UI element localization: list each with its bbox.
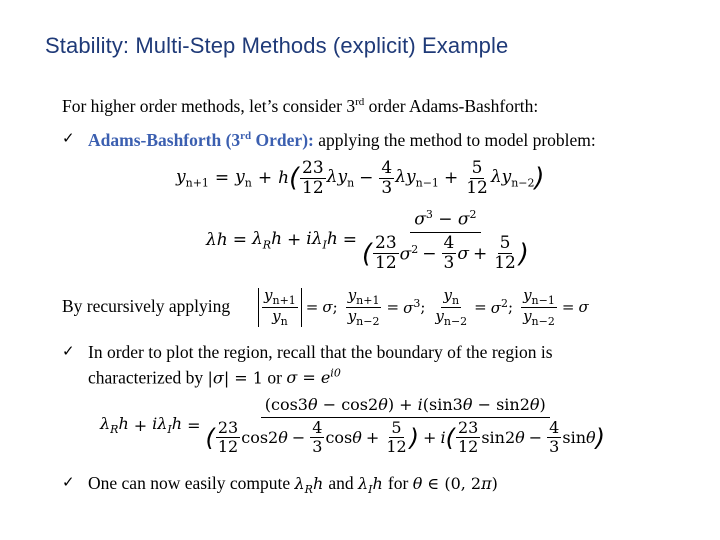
bullet1-rest: applying the method to model problem:	[313, 129, 596, 150]
intro-text-end: order Adams-Bashforth:	[364, 95, 539, 116]
recursive-text: By recursively applying	[62, 296, 231, 316]
bullet1-line	[88, 131, 596, 149]
equation-boundary: $\lambda_Rh$ + $i\lambda_Ih$ = (cos3θ − cos2θ) + i(sin3θ − sin2θ) ( $\frac{23}{12}$ cos2θ − $\frac{4}{3}$ cosθ + $\frac{5}{12}$ ) + i ( $\frac{23}{12}$ sin2θ − $\frac{4}{3}$ sinθ )	[100, 395, 606, 456]
checkmark-icon: ✓	[62, 342, 75, 360]
bullet3-for: for	[387, 473, 409, 493]
bullet2-line1: In order to plot the region, recall that the boundary of the region is	[88, 342, 553, 362]
checkmark-icon: ✓	[62, 129, 75, 147]
bullet1-superscript: rd	[240, 130, 252, 142]
bullet1-bold-end: Order):	[251, 129, 314, 150]
bullet3-text: One can now easily compute	[88, 473, 291, 493]
intro-text: For higher order methods, let’s consider 3	[62, 95, 356, 116]
equation-adams-bashforth: $y_{n+1}$ = $y_n$ + h ( $\frac{23}{12}$ $\lambda y_n$ − $\frac{4}{3}$ $\lambda y_{n-1}$ + $\frac{5}{12}$ $\lambda y_{n-2}$ )	[176, 157, 545, 198]
bullet1-bold: Adams-Bashforth (3	[88, 129, 241, 150]
equation-recursive: $\frac{y_{n+1}}{y_n}$ = σ ; $\frac{y_{n+1}}{y_{n-2}}$ = $\sigma^3$ ; $\frac{y_n}{y_{n-2}}$ = $\sigma^2$ ; $\frac{y_{n-1}}{y_{n-2}}$ = σ	[258, 287, 589, 327]
bullet2-line2: characterized by |σ| = 1 or $\sigma = e^{i0}$	[88, 367, 341, 388]
equation-lambda-h: λh = $\lambda_Rh$ + $i\lambda_Ih$ = $\sigma^3 - \sigma^2$ ( $\frac{23}{12}$ $\sigma^2$ − $\frac{4}{3}$ σ + $\frac{5}{12}$ )	[206, 207, 529, 274]
checkmark-icon: ✓	[62, 473, 75, 491]
slide-title: Stability: Multi-Step Methods (explicit) Example	[45, 33, 509, 58]
bullet2-text: characterized by	[88, 367, 204, 388]
bullet3-and: and	[328, 473, 354, 493]
bullet3-line: One can now easily compute $\lambda_Rh$ and $\lambda_Ih$ for θ ∈ (0, 2π)	[88, 473, 498, 497]
intro-superscript: rd	[355, 96, 365, 108]
intro-line	[62, 97, 538, 115]
